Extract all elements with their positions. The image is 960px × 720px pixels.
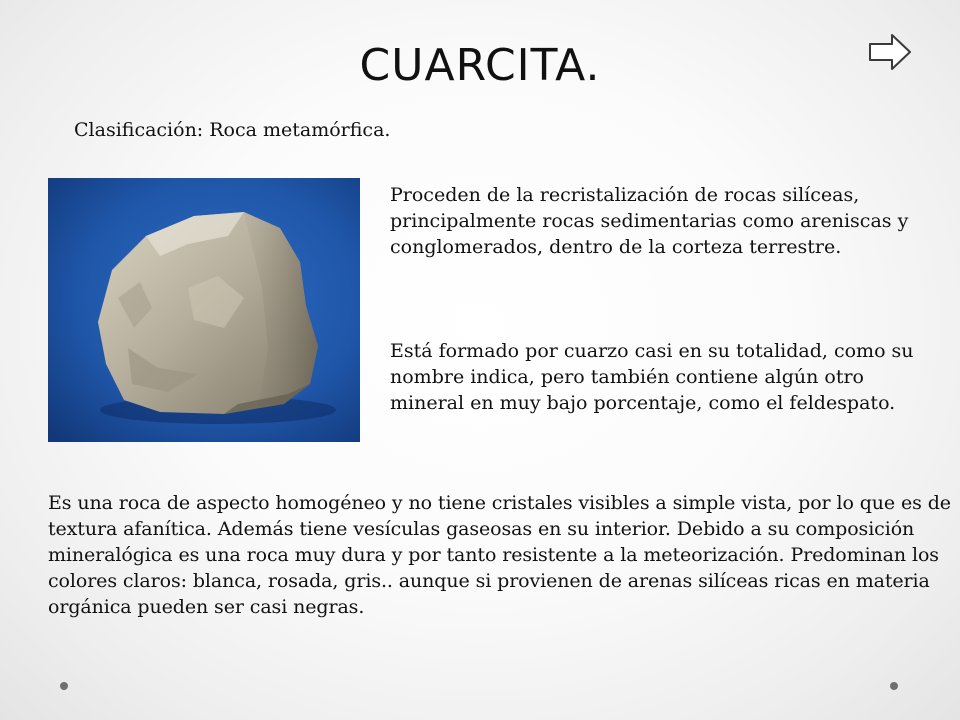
next-slide-button[interactable] — [866, 32, 914, 72]
origin-paragraph: Proceden de la recristalización de rocas silíceas, principalmente rocas sedimentarias como areniscas y conglomerados, dentro de la corteza terrestre. — [390, 184, 909, 258]
corner-dot-icon — [890, 682, 898, 690]
slide-title: CUARCITA. — [359, 40, 601, 91]
corner-dot-icon — [60, 682, 68, 690]
classification-label: Clasificación: Roca metamórfica. — [74, 119, 391, 141]
arrow-right-icon — [866, 32, 914, 72]
quartzite-rock-image — [48, 178, 360, 442]
composition-paragraph: Está formado por cuarzo casi en su totalidad, como su nombre indica, pero también contiene algún otro mineral en muy bajo porcentaje, como el feldespato. — [390, 340, 914, 414]
description-paragraph: Es una roca de aspecto homogéneo y no tiene cristales visibles a simple vista, por lo que es de textura afanítica. Además tiene vesículas gaseosas en su interior. Debido a su composición mineralógica es una roca muy dura y por tanto resistente a la meteorización. Predominan los colores claros: blanca, rosada, gris.. aunque si provienen de arenas silíceas ricas en materia orgánica pueden ser casi negras. — [48, 492, 951, 618]
